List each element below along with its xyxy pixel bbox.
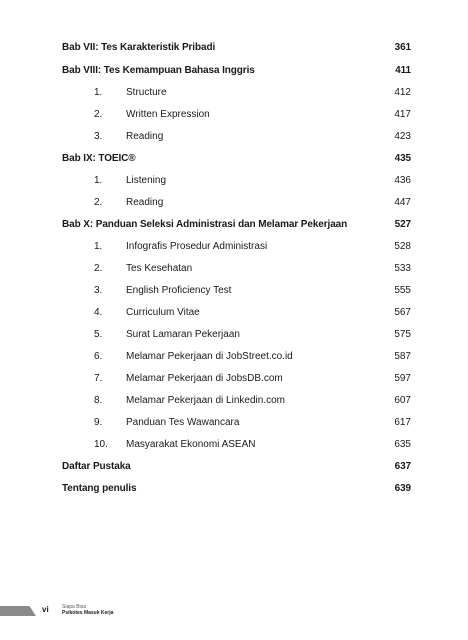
toc-page-number: 587 bbox=[394, 351, 411, 362]
toc-item-number: 10. bbox=[94, 439, 108, 450]
toc-subsection bbox=[0, 371, 468, 387]
toc-page-number: 597 bbox=[394, 373, 411, 384]
toc-subsection-title: English Proficiency Test bbox=[126, 285, 232, 296]
toc-subsection bbox=[0, 239, 468, 255]
toc-chapter-title: Bab VII: Tes Karakteristik Pribadi bbox=[62, 42, 216, 53]
toc-subsection bbox=[0, 85, 468, 101]
toc-item-number: 3. bbox=[94, 131, 103, 142]
toc-chapter bbox=[0, 40, 468, 56]
toc-item-number: 6. bbox=[94, 351, 103, 362]
toc-page-number: 607 bbox=[394, 395, 411, 406]
toc-subsection-title: Written Expression bbox=[126, 109, 210, 120]
toc-item-number: 9. bbox=[94, 417, 103, 428]
toc-item-number: 2. bbox=[94, 109, 103, 120]
toc-item-number: 7. bbox=[94, 373, 103, 384]
toc-chapter-title: Bab X: Panduan Seleksi Administrasi dan Melamar Pekerjaan bbox=[62, 219, 348, 230]
toc-page-number: 639 bbox=[394, 483, 411, 494]
toc-subsection-title: Curriculum Vitae bbox=[126, 307, 200, 318]
toc-chapter bbox=[0, 151, 468, 167]
toc-subsection bbox=[0, 129, 468, 145]
toc-subsection bbox=[0, 107, 468, 123]
toc-page-number: 361 bbox=[394, 42, 411, 53]
toc-chapter-title: Bab VIII: Tes Kemampuan Bahasa Inggris bbox=[62, 65, 255, 76]
toc-item-number: 8. bbox=[94, 395, 103, 406]
toc-page-number: 423 bbox=[394, 131, 411, 142]
toc-subsection bbox=[0, 393, 468, 409]
toc-subsection bbox=[0, 349, 468, 365]
toc-subsection bbox=[0, 173, 468, 189]
toc-subsection-title: Melamar Pekerjaan di JobStreet.co.id bbox=[126, 351, 293, 362]
toc-subsection-title: Masyarakat Ekonomi ASEAN bbox=[126, 439, 256, 450]
toc-subsection-title: Listening bbox=[126, 175, 167, 186]
toc-subsection bbox=[0, 437, 468, 453]
toc-subsection-title: Infografis Prosedur Administrasi bbox=[126, 241, 268, 252]
toc-item-number: 5. bbox=[94, 329, 103, 340]
toc-chapter bbox=[0, 63, 468, 79]
toc-chapter bbox=[0, 481, 468, 497]
toc-subsection-title: Panduan Tes Wawancara bbox=[126, 417, 240, 428]
toc-page-number: 567 bbox=[394, 307, 411, 318]
toc-item-number: 3. bbox=[94, 285, 103, 296]
toc-item-number: 1. bbox=[94, 241, 103, 252]
toc-subsection-title: Reading bbox=[126, 197, 164, 208]
toc-subsection-title: Structure bbox=[126, 87, 167, 98]
footer-book-title: Psikotes Masuk Kerja bbox=[62, 610, 114, 616]
toc-chapter bbox=[0, 459, 468, 475]
toc-chapter-title: Daftar Pustaka bbox=[62, 461, 131, 472]
footer-book-series: Siapa Bisa bbox=[62, 604, 86, 610]
toc-subsection bbox=[0, 415, 468, 431]
toc-subsection-title: Melamar Pekerjaan di JobsDB.com bbox=[126, 373, 283, 384]
toc-subsection-title: Melamar Pekerjaan di Linkedin.com bbox=[126, 395, 285, 406]
toc-page-number: 533 bbox=[394, 263, 411, 274]
toc-item-number: 1. bbox=[94, 87, 103, 98]
toc-page-number: 617 bbox=[394, 417, 411, 428]
toc-page-number: 436 bbox=[394, 175, 411, 186]
toc-page-number: 555 bbox=[394, 285, 411, 296]
footer-page-number: vi bbox=[42, 605, 49, 614]
toc-page-number: 412 bbox=[394, 87, 411, 98]
toc-subsection-title: Surat Lamaran Pekerjaan bbox=[126, 329, 240, 340]
toc-page-number: 575 bbox=[394, 329, 411, 340]
toc-subsection-title: Reading bbox=[126, 131, 164, 142]
toc-page-number: 417 bbox=[394, 109, 411, 120]
footer-accent-bar bbox=[0, 606, 36, 616]
toc-subsection-title: Tes Kesehatan bbox=[126, 263, 193, 274]
toc-item-number: 4. bbox=[94, 307, 103, 318]
toc-page-number: 411 bbox=[395, 65, 411, 76]
toc-page-number: 528 bbox=[394, 241, 411, 252]
toc-subsection bbox=[0, 305, 468, 321]
toc-item-number: 2. bbox=[94, 263, 103, 274]
toc-page-number: 527 bbox=[394, 219, 411, 230]
toc-item-number: 1. bbox=[94, 175, 103, 186]
toc-subsection bbox=[0, 261, 468, 277]
toc-subsection bbox=[0, 283, 468, 299]
toc-page-number: 435 bbox=[394, 153, 411, 164]
toc-subsection bbox=[0, 195, 468, 211]
toc-chapter-title: Tentang penulis bbox=[62, 483, 137, 494]
toc-subsection bbox=[0, 327, 468, 343]
toc-page-number: 635 bbox=[394, 439, 411, 450]
toc-chapter-title: Bab IX: TOEIC® bbox=[62, 153, 136, 164]
toc-item-number: 2. bbox=[94, 197, 103, 208]
toc-page-number: 447 bbox=[394, 197, 411, 208]
toc-page-number: 637 bbox=[394, 461, 411, 472]
toc-chapter bbox=[0, 217, 468, 233]
